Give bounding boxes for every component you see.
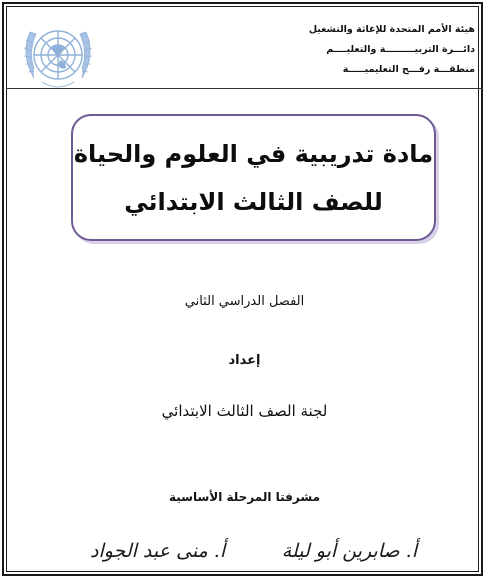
prepared-by-label: إعداد [228,353,261,368]
committee-name: لجنة الصف الثالث الابتدائي [161,402,328,420]
supervisors-label: مشرفتا المرحلة الأساسية [168,490,320,504]
semester-label: الفصل الدراسي الثاني [184,294,305,309]
title-box [71,114,436,241]
signature-left: أ. منى عبد الجواد [90,540,226,562]
un-emblem-icon [12,18,104,96]
org-name: هيئة الأمم المتحدة للإغاثة والتشغيل [308,24,475,35]
region-name: منطقـــة رفـــح التعليميـــــة [342,64,475,75]
org-header [275,20,475,80]
title-line-1: مادة تدريبية في العلوم والحياة [73,139,434,168]
department-name: دائـــرة التربيـــــــــة والتعليــــم [326,44,475,55]
header-divider [6,88,483,89]
signature-right: أ. صابرين أبو ليلة [281,540,417,562]
title-line-2: للصف الثالث الابتدائي [124,187,383,216]
